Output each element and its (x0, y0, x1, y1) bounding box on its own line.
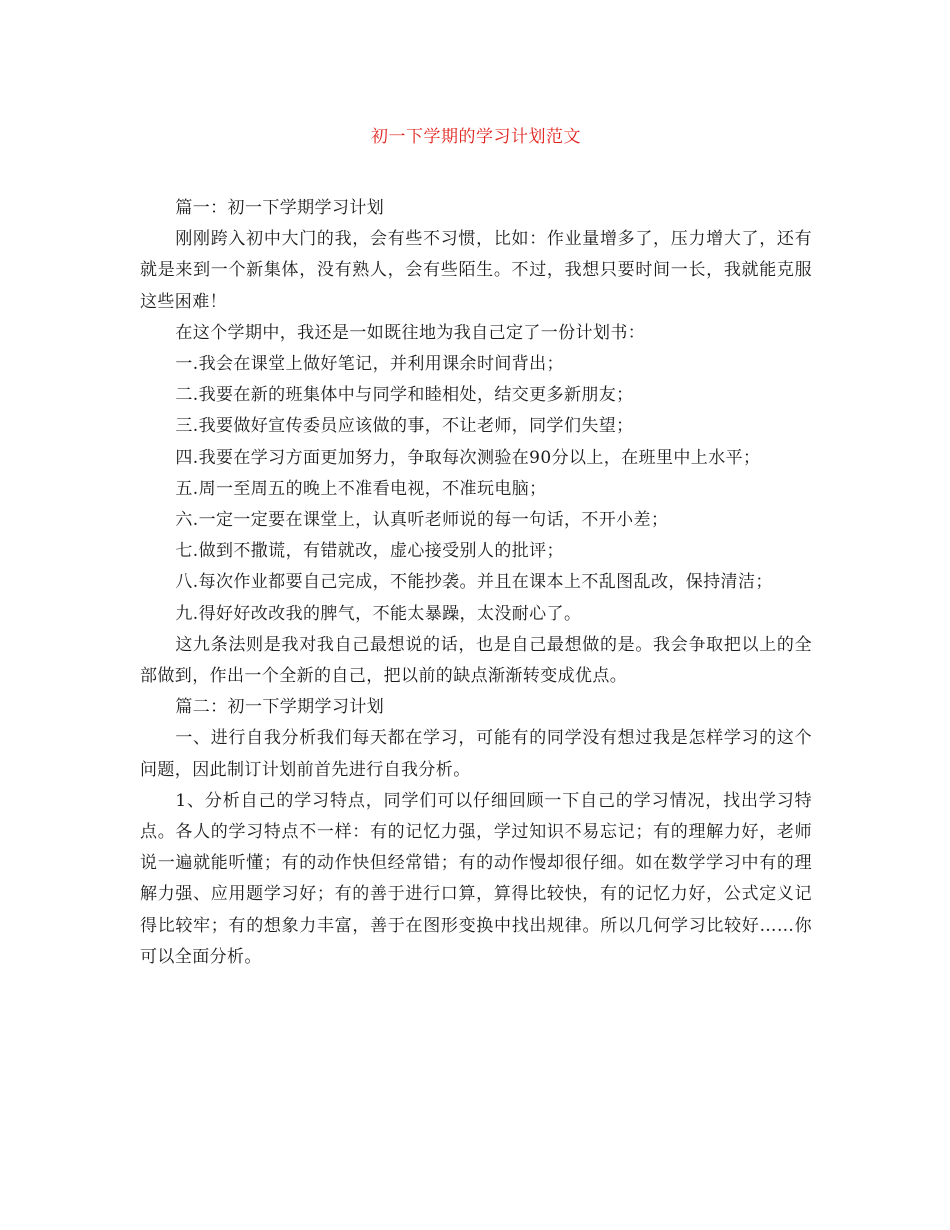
plan-item: 九.得好好改改我的脾气，不能太暴躁，太没耐心了。 (175, 603, 582, 624)
section-heading-1: 篇一：初一下学期学习计划 (175, 198, 385, 218)
plan-item: 五.周一至周五的晚上不准看电视，不准玩电脑； (175, 478, 547, 499)
plan-item: 一.我会在课堂上做好笔记，并利用课余时间背出； (175, 354, 564, 375)
paragraph: 在这个学期中，我还是一如既往地为我自己定了一份计划书： (175, 322, 646, 343)
paragraph: 1、分析自己的学习特点，同学们可以仔细回顾一下自己的学习情况，找出学习特点。各人的学习特点不一样：有的记忆力强，学过知识不易忘记；有的理解力好，老师说一遍就能听懂；有的动作快但经常错；有的动作慢却很仔细。如在数学学习中有的理解力强、应用题学习好；有的善于进行口算，算得比较快，有的记忆力好，公式定义记得比较牢；有的想象力丰富，善于在图形变换中找出规律。所以几何学习比较好……你可以全面分析。 (140, 790, 812, 967)
plan-item: 四.我要在学习方面更加努力，争取每次测验在90分以上，在班里中上水平； (175, 447, 761, 468)
plan-item: 八.每次作业都要自己完成，不能抄袭。并且在课本上不乱图乱改，保持清洁； (175, 572, 773, 593)
plan-item: 三.我要做好宣传委员应该做的事，不让老师，同学们失望； (175, 416, 634, 437)
document-title: 初一下学期的学习计划范文 (371, 127, 581, 147)
paragraph: 一、进行自我分析我们每天都在学习，可能有的同学没有想过我是怎样学习的这个问题，因此制订计划前首先进行自我分析。 (140, 728, 812, 780)
plan-item: 七.做到不撒谎，有错就改，虚心接受别人的批评； (175, 541, 564, 562)
paragraph: 这九条法则是我对我自己最想说的话，也是自己最想做的是。我会争取把以上的全部做到，作出一个全新的自己，把以前的缺点渐渐转变成优点。 (140, 634, 812, 687)
paragraph: 刚刚跨入初中大门的我，会有些不习惯，比如：作业量增多了，压力增大了，还有就是来到一个新集体，没有熟人，会有些陌生。不过，我想只要时间一长，我就能克服这些困难！ (140, 229, 812, 312)
section-heading-2: 篇二：初一下学期学习计划 (175, 697, 385, 718)
plan-item: 二.我要在新的班集体中与同学和睦相处，结交更多新朋友； (175, 385, 634, 406)
document-body (140, 193, 812, 973)
plan-item: 六.一定一定要在课堂上，认真听老师说的每一句话，不开小差； (175, 510, 669, 531)
